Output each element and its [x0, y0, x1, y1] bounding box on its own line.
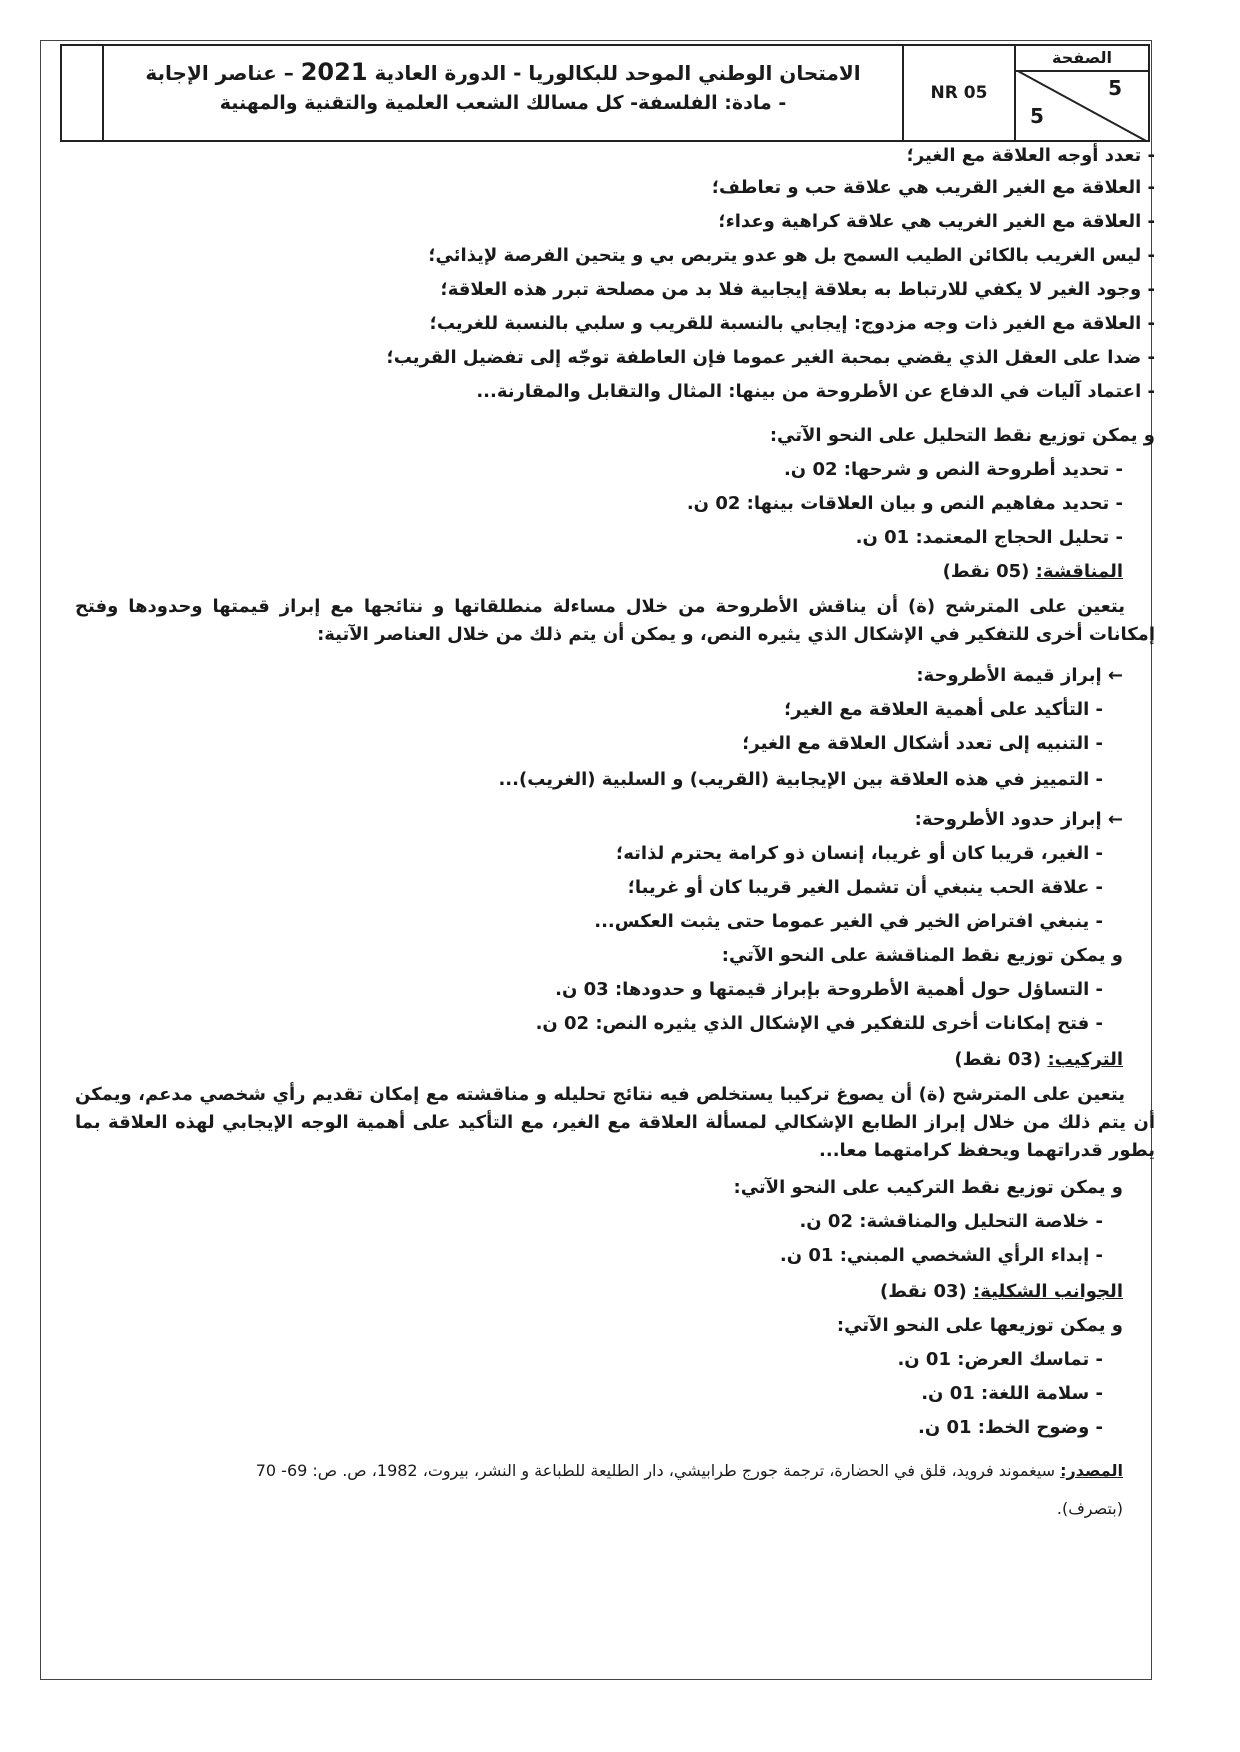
- header-subject: - مادة: الفلسفة- كل مسالك الشعب العلمية والتقنية والمهنية: [219, 92, 787, 114]
- list-item: - التأكيد على أهمية العلاقة مع الغير؛: [784, 699, 1103, 720]
- discussion-heading-line: [943, 561, 1123, 582]
- header-title-line1: الامتحان الوطني الموحد للبكالوريا - الدورة العادية 2021 – عناصر الإجابة: [145, 58, 861, 86]
- header-title-cell: [104, 46, 904, 140]
- list-item: - وضوح الخط: 01 ن.: [917, 1417, 1103, 1438]
- list-item: - خلاصة التحليل والمناقشة: 02 ن.: [799, 1211, 1103, 1232]
- formal-heading: الجوانب الشكلية:: [973, 1281, 1123, 1302]
- source-note: (بتصرف).: [1056, 1499, 1123, 1518]
- list-item: - العلاقة مع الغير ذات وجه مزدوج: إيجابي بالنسبة للقريب و سلبي بالنسبة للغريب؛: [429, 313, 1155, 334]
- analysis-dist-intro: و يمكن توزيع نقط التحليل على النحو الآتي:: [769, 425, 1155, 446]
- list-item: - التمييز في هذه العلاقة بين الإيجابية (القريب) و السلبية (الغريب)...: [498, 769, 1103, 790]
- list-item: - ضدا على العقل الذي يقضي بمحبة الغير عموما فإن العاطفة توجّه إلى تفضيل القريب؛: [386, 347, 1155, 368]
- list-item: - تحديد أطروحة النص و شرحها: 02 ن.: [783, 459, 1123, 480]
- list-item: - علاقة الحب ينبغي أن تشمل الغير قريبا كان أو غريبا؛: [627, 877, 1103, 898]
- list-item: - تحليل الحجاج المعتمد: 01 ن.: [855, 527, 1123, 548]
- exam-year: 2021: [300, 58, 368, 86]
- page-current: 5: [1108, 76, 1122, 100]
- synthesis-heading-line: [954, 1049, 1123, 1070]
- page-number-cell: [1016, 46, 1148, 140]
- list-item: - العلاقة مع الغير القريب هي علاقة حب و تعاطف؛: [711, 177, 1155, 198]
- limits-heading: ← إبراز حدود الأطروحة:: [914, 809, 1123, 830]
- synthesis-paragraph: يتعين على المترشح (ة) أن يصوغ تركيبا يستخلص فيه نتائج تحليله و مناقشته مع إمكان تقديم رأي شخصي مدعم، ويمكن أن يتم ذلك من خلال إبراز الطابع الإشكالي لمسألة العلاقة مع الغير، مع التأكيد على أهمية الوجه الإيجابي لهذه العلاقة بما يطور قدراتهما ويحفظ كرامتهما معا...: [75, 1084, 1155, 1161]
- list-item: - العلاقة مع الغير الغريب هي علاقة كراهية وعداء؛: [718, 211, 1155, 232]
- list-item: - اعتماد آليات في الدفاع عن الأطروحة من بينها: المثال والتقابل والمقارنة...: [476, 381, 1155, 402]
- list-item: - التنبيه إلى تعدد أشكال العلاقة مع الغير؛: [742, 733, 1103, 754]
- discussion-paragraph: يتعين على المترشح (ة) أن يناقش الأطروحة من خلال مساءلة منطلقاتها و نتائجها مع إبراز قيمتها وحدودها وفتح إمكانات أخرى للتفكير في الإشكال الذي يثيره النص، و يمكن أن يتم ذلك من خلال العناصر الآتية:: [75, 596, 1155, 645]
- list-item: - التساؤل حول أهمية الأطروحة بإبراز قيمتها و حدودها: 03 ن.: [555, 979, 1103, 1000]
- discussion-dist-intro: و يمكن توزيع نقط المناقشة على النحو الآتي:: [721, 945, 1123, 966]
- synthesis-heading: التركيب:: [1047, 1049, 1123, 1070]
- header-blank-cell: [62, 46, 104, 140]
- formal-heading-line: [880, 1281, 1123, 1302]
- source-label: المصدر:: [1060, 1461, 1123, 1480]
- header-table: [60, 44, 1150, 142]
- discussion-heading: المناقشة:: [1035, 561, 1123, 582]
- exam-code: NR 05: [904, 46, 1016, 140]
- page-total: 5: [1030, 104, 1044, 128]
- page-label: الصفحة: [1016, 46, 1148, 72]
- formal-dist-intro: و يمكن توزيعها على النحو الآتي:: [836, 1315, 1123, 1336]
- value-heading: ← إبراز قيمة الأطروحة:: [916, 665, 1123, 686]
- list-item: - تماسك العرض: 01 ن.: [897, 1349, 1103, 1370]
- list-item: - فتح إمكانات أخرى للتفكير في الإشكال الذي يثيره النص: 02 ن.: [535, 1013, 1103, 1034]
- source-text: سيغموند فرويد، قلق في الحضارة، ترجمة جورج طرابيشي، دار الطليعة للطباعة و النشر، بيروت، 1982، ص. ص: 69- 70: [255, 1461, 1056, 1480]
- list-item: - تحديد مفاهيم النص و بيان العلاقات بينها: 02 ن.: [686, 493, 1123, 514]
- source-line: [256, 1461, 1123, 1480]
- synthesis-points: (03 نقط): [954, 1049, 1042, 1070]
- list-item: - تعدد أوجه العلاقة مع الغير؛: [906, 145, 1155, 166]
- discussion-points: (05 نقط): [942, 561, 1030, 582]
- list-item: - ليس الغريب بالكائن الطيب السمح بل هو عدو يتربص بي و يتحين الفرصة لإيذائي؛: [428, 245, 1155, 266]
- synthesis-dist-intro: و يمكن توزيع نقط التركيب على النحو الآتي:: [733, 1177, 1123, 1198]
- list-item: - الغير، قريبا كان أو غريبا، إنسان ذو كرامة يحترم لذاته؛: [616, 843, 1103, 864]
- formal-points: (03 نقط): [879, 1281, 967, 1302]
- list-item: - وجود الغير لا يكفي للارتباط به بعلاقة إيجابية فلا بد من مصلحة تبرر هذه العلاقة؛: [440, 279, 1155, 300]
- list-item: - سلامة اللغة: 01 ن.: [921, 1383, 1103, 1404]
- list-item: - إبداء الرأي الشخصي المبني: 01 ن.: [779, 1245, 1103, 1266]
- list-item: - ينبغي افتراض الخير في الغير عموما حتى يثبت العكس...: [594, 911, 1103, 932]
